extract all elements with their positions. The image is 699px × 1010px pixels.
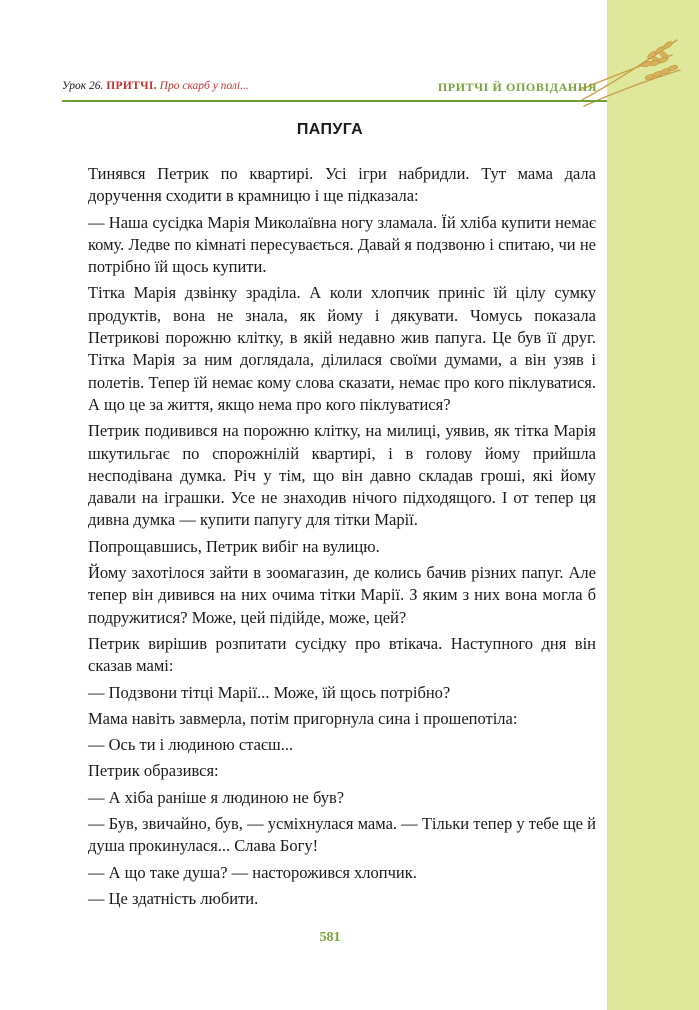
page-number: 581: [319, 930, 341, 945]
paragraph: Тинявся Петрик по квартирі. Усі ігри набридли. Тут мама дала доручення сходити в крамницю і ще підказала:: [88, 164, 596, 206]
chapter-title: ПРИТЧІ Й ОПОВІДАННЯ: [437, 80, 597, 94]
header-rule: [62, 100, 607, 102]
header-lesson-info: [62, 80, 249, 92]
paragraph: — Це здатність любити.: [88, 888, 259, 908]
wheat-icon: [572, 30, 682, 110]
paragraph: Петрик вирішив розпитати сусідку про втікача. Наступного дня він сказав мамі:: [88, 633, 596, 676]
side-strip: [607, 0, 699, 1010]
paragraph: — А що таке душа? — насторожився хлопчик.: [88, 862, 417, 882]
paragraph: Тітка Марія дзвінку зраділа. А коли хлопчик приніс їй цілу сумку продуктів, вона не знала, як йому і дякувати. Чомусь показала Петрикові порожню клітку, в якій недавно жив папуга. Це був її друг. Тітка Марія за ним доглядала, ділилася своїми думами, а він узяв і полетів. Тепер їй немає кому слова сказати, немає про кого піклуватися. А що це за життя, якщо нема про кого піклуватися?: [88, 283, 596, 414]
paragraph: Попрощавшись, Петрик вибіг на вулицю.: [88, 536, 380, 556]
paragraph: — А хіба раніше я людиною не був?: [88, 787, 345, 807]
paragraph: — Був, звичайно, був, — усміхнулася мама. — Тільки тепер у тебе ще й душа прокинулася... Слава Богу!: [88, 814, 596, 856]
paragraph: Йому захотілося зайти в зоомагазин, де колись бачив різних папуг. Але тепер він дивився на них очима тітки Марії. З яким з них вона могла б подружитися? Може, цей підійде, може, цей?: [88, 563, 596, 627]
paragraph: — Ось ти і людиною стаєш...: [88, 735, 294, 755]
paragraph: Петрик образився:: [88, 761, 219, 781]
story-title: ПАПУГА: [296, 121, 364, 138]
lesson-number: Урок 26.: [62, 80, 104, 92]
story-body: [88, 163, 596, 914]
paragraph: Петрик подивився на порожню клітку, на милиці, уявив, як тітка Марія шкутильгає по спорожнілій квартирі, і в голову йому прийшла несподівана думка. Річ у тім, що він давно складав гроші, які йому давали на іграшки. Усе не знаходив нічого підходящого. І от тепер ця дивна думка — купити папугу для тітки Марії.: [88, 421, 596, 530]
paragraph: — Подзвони тітці Марії... Може, їй щось потрібно?: [88, 682, 451, 702]
paragraph: Мама навіть завмерла, потім пригорнула сина і прошепотіла:: [88, 708, 518, 728]
running-header: [62, 80, 607, 98]
section-subtitle: Про скарб у полі...: [159, 80, 249, 92]
section-name: ПРИТЧІ.: [106, 80, 157, 92]
paragraph: — Наша сусідка Марія Миколаївна ногу зламала. Їй хліба купити немає кому. Ледве по кімнаті пересувається. Давай я подзвоню і спитаю, чи не потрібно їй щось купити.: [88, 212, 596, 277]
